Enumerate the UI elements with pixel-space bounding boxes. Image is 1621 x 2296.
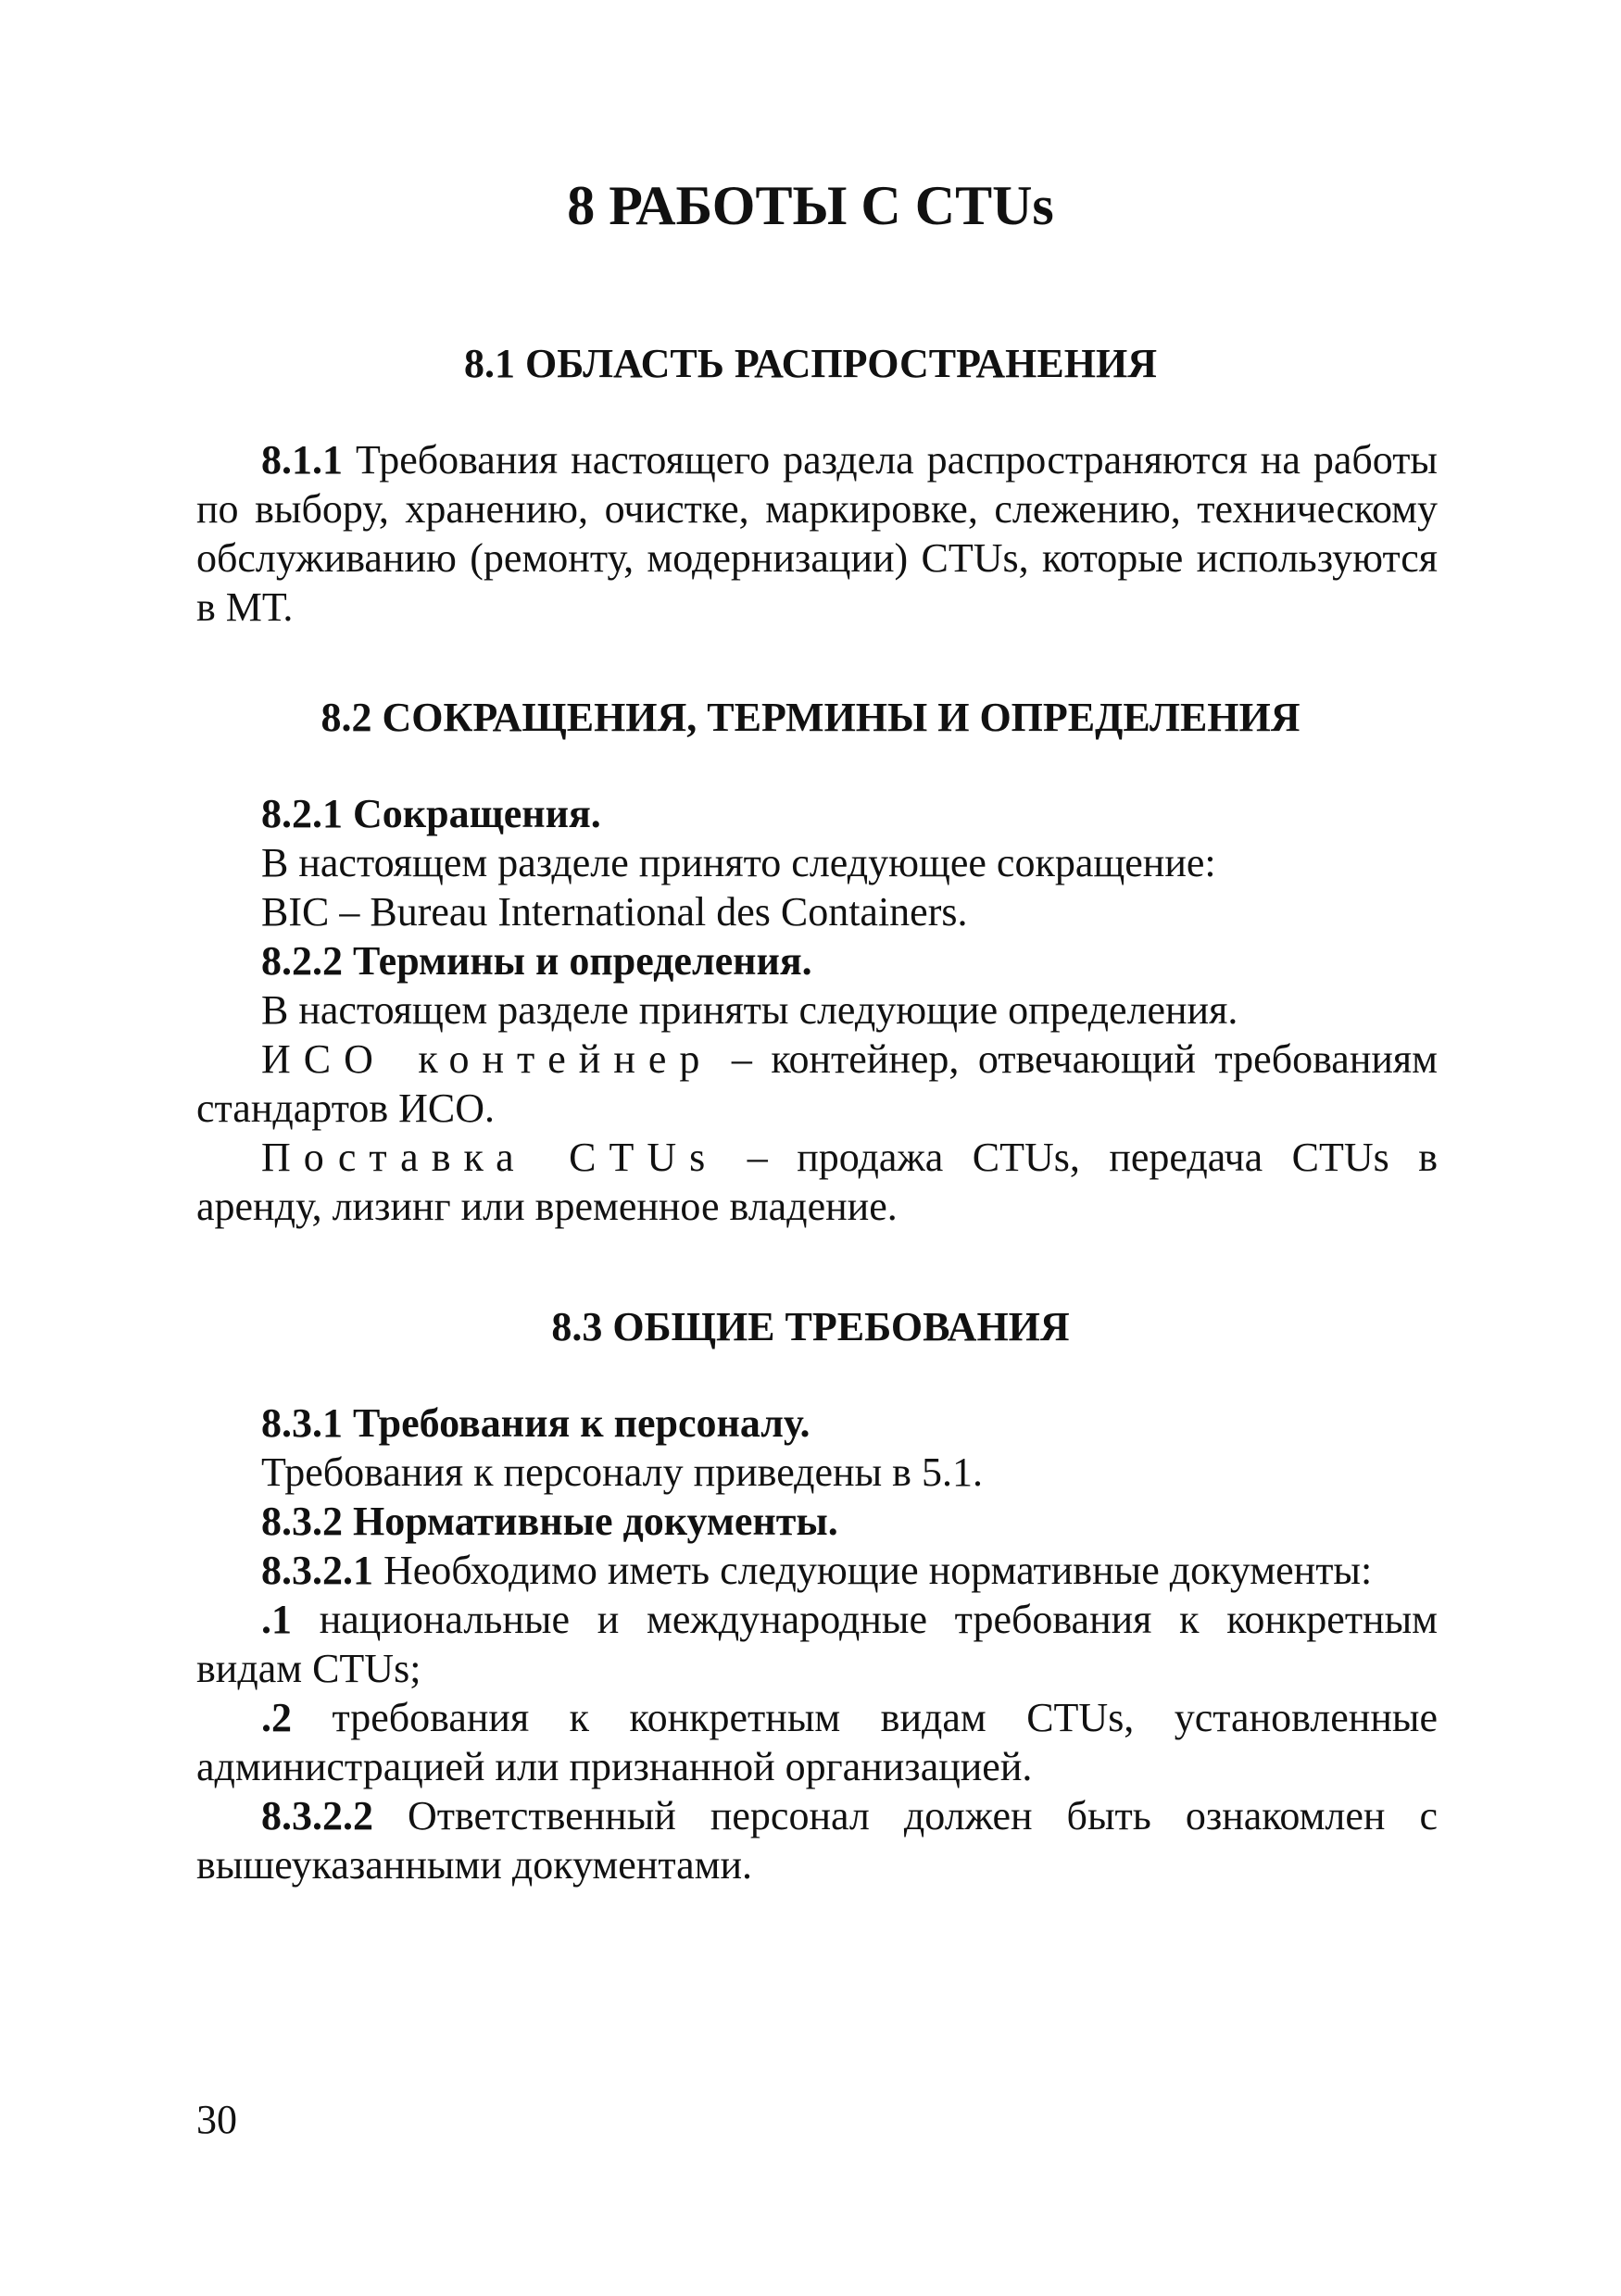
section-8-2-body — [196, 789, 1438, 1231]
clause-text: Требования настоящего раздела распространяются на работы по выбору, хранению, очистке, маркировке, слежению, техническому обслуживанию (ремонту, модернизации) CTUs, которые используются в МТ. — [196, 437, 1438, 630]
paragraph-8-1-1 — [196, 435, 1438, 632]
term-ctus-supply: Поставка CTUs — [261, 1135, 719, 1180]
clause-number: 8.3.2.1 — [261, 1548, 373, 1593]
definition-iso-container — [196, 1035, 1438, 1133]
paragraph-8-3-1: Требования к персоналу приведены в 5.1. — [261, 1449, 983, 1495]
chapter-title: 8 РАБОТЫ С CTUs — [567, 175, 1054, 236]
paragraph-8-3-2-1 — [196, 1546, 1438, 1595]
clause-text: Ответственный персонал должен быть ознакомлен с вышеуказанными документами. — [196, 1793, 1438, 1888]
subheading-8-2-1: 8.2.1 Сокращения. — [261, 791, 601, 836]
section-8-1-body — [196, 435, 1438, 632]
subheading-8-3-2: 8.3.2 Нормативные документы. — [261, 1499, 838, 1544]
definition-ctus-supply — [196, 1133, 1438, 1231]
item-number: .1 — [261, 1597, 292, 1642]
clause-number: 8.1.1 — [261, 437, 343, 483]
subheading-8-2-2: 8.2.2 Термины и определения. — [261, 938, 812, 984]
list-item-1 — [196, 1595, 1438, 1693]
definition-text: – продажа CTUs, передача CTUs в аренду, лизинг или временное владение. — [196, 1135, 1438, 1229]
section-8-3-title: 8.3 ОБЩИЕ ТРЕБОВАНИЯ — [551, 1304, 1070, 1349]
section-8-3-body — [196, 1399, 1438, 1889]
page-number: 30 — [196, 2097, 237, 2142]
list-item-2 — [196, 1693, 1438, 1791]
clause-text: Необходимо иметь следующие нормативные документы: — [373, 1548, 1373, 1593]
term-iso-container: ИСО контейнер — [261, 1036, 713, 1082]
item-text: требования к конкретным видам CTUs, установленные администрацией или признанной организацией. — [196, 1695, 1438, 1789]
item-number: .2 — [261, 1695, 292, 1740]
paragraph-8-3-2-2 — [196, 1791, 1438, 1889]
clause-number: 8.3.2.2 — [261, 1793, 373, 1838]
item-text: национальные и международные требования к конкретным видам CTUs; — [196, 1597, 1438, 1691]
section-8-1-title: 8.1 ОБЛАСТЬ РАСПРОСТРАНЕНИЯ — [464, 341, 1157, 386]
def-intro: В настоящем разделе приняты следующие определения. — [261, 987, 1238, 1033]
subheading-8-3-1: 8.3.1 Требования к персоналу. — [261, 1400, 810, 1446]
abbr-intro: В настоящем разделе принято следующее сокращение: — [261, 840, 1216, 885]
section-8-2-title: 8.2 СОКРАЩЕНИЯ, ТЕРМИНЫ И ОПРЕДЕЛЕНИЯ — [320, 695, 1301, 740]
abbr-bic: BIC – Bureau International des Containers. — [261, 889, 968, 935]
definition-text: – контейнер, отвечающий требованиям стандартов ИСО. — [196, 1036, 1438, 1131]
